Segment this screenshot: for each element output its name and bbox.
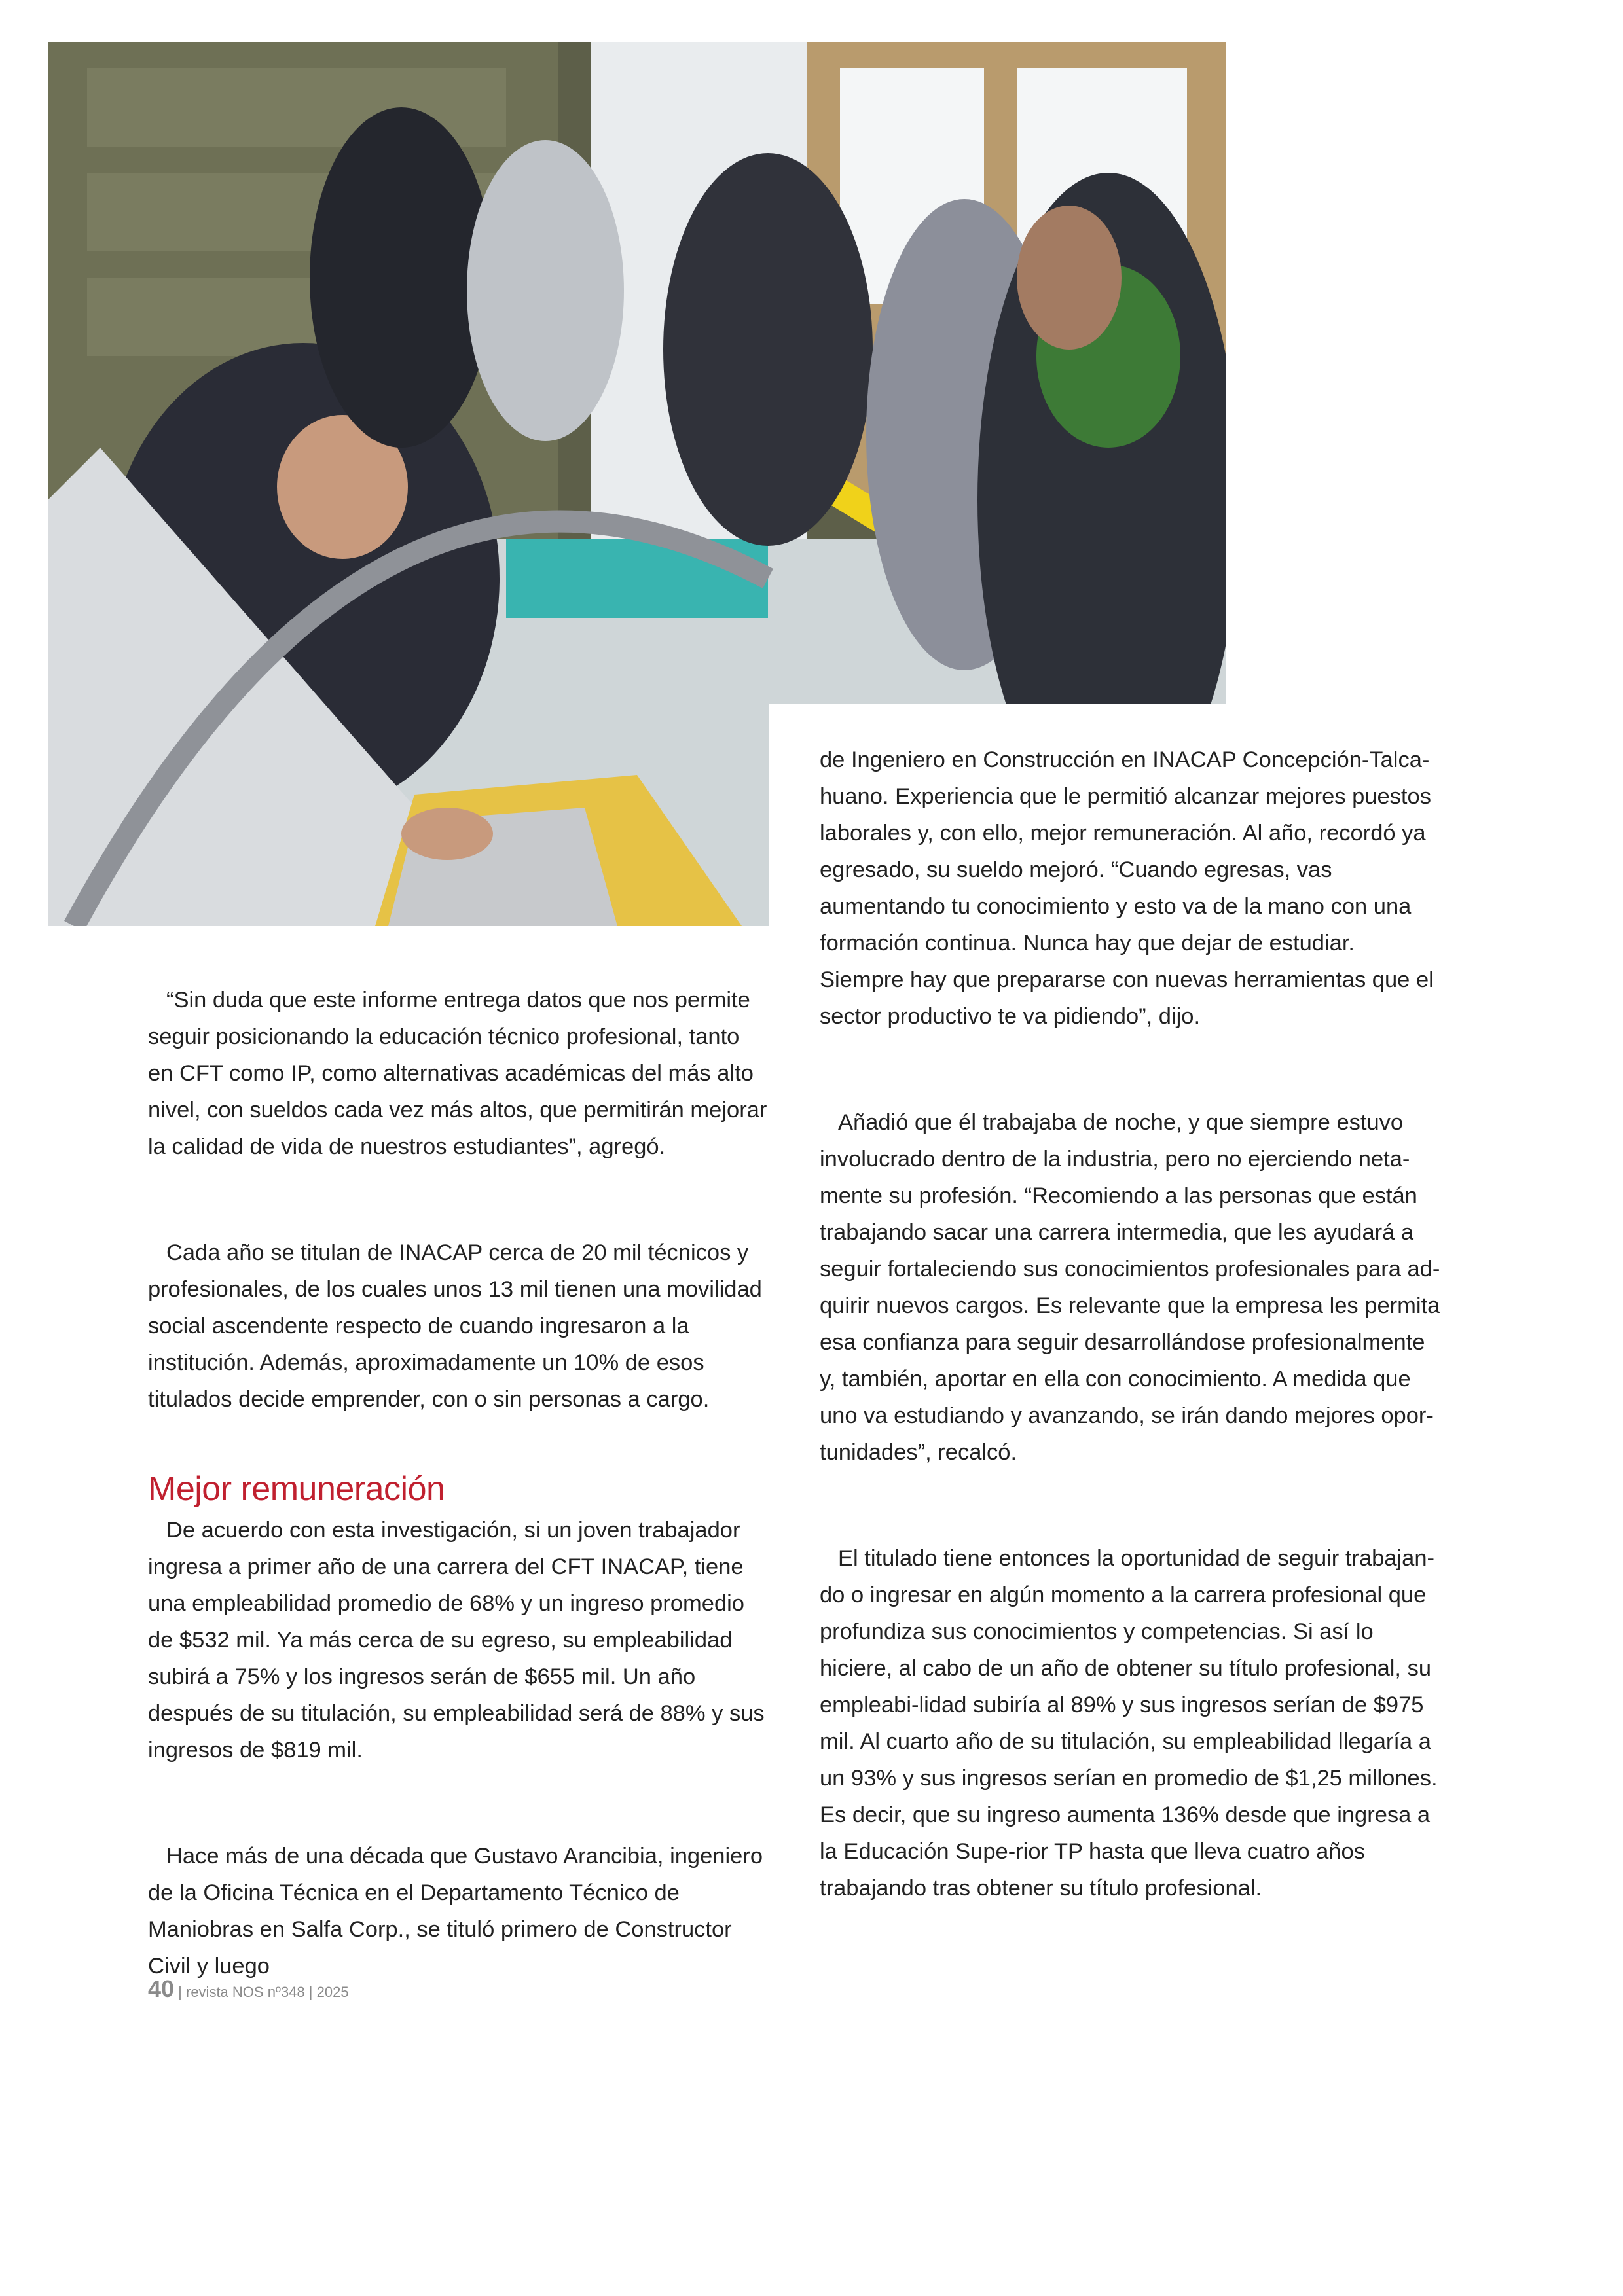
section-subheading: Mejor remuneración <box>148 1470 445 1508</box>
arancibia-paragraph: Hace más de una década que Gustavo Arancibia, ingeniero de la Oficina Técnica en el Departamento Técnico de Maniobras en Salfa Corp., se tituló primero de Constructor Civil y luego <box>148 1844 763 1979</box>
left-column <box>148 982 770 1984</box>
remuneration-paragraph: De acuerdo con esta investigación, si un joven trabajador ingresa a primer año de una carrera del CFT INACAP, tiene una empleabilidad promedio de 68% y un ingreso promedio de $532 mil. Ya más cerca de su egreso, su empleabilidad subirá a 75% y los ingresos serán de $655 mil. Un año después de su titulación, su empleabilidad será de 88% y sus ingresos de $819 mil. <box>148 1518 765 1763</box>
page-number: 40 <box>148 1975 175 2002</box>
page-footer <box>148 1975 349 2003</box>
night-paragraph: Añadió que él trabajaba de noche, y que siempre estuvo involucrado dentro de la industria, pero no ejerciendo neta-mente su profesión. “Recomiendo a las personas que están trabajando sacar una carrera intermedia, que les ayudará a seguir fortaleciendo sus conocimientos profesionales para ad-quirir nuevos cargos. Es relevante que la empresa les permita esa confianza para seguir desarrollándose profesionalmente y, también, aportar en ella con conocimiento. A medida que uno va estudiando y avanzando, se irán dando mejores opor-tunidades”, recalcó. <box>820 1110 1440 1465</box>
quote-paragraph: “Sin duda que este informe entrega datos que nos permite seguir posicionando la educación técnico profesional, tanto en CFT como IP, como alternativas académicas del más alto nivel, con sueldos cada vez más altos, que permitirán mejorar la calidad de vida de nuestros estudiantes”, agregó. <box>148 988 767 1159</box>
graduates-paragraph: Cada año se titulan de INACAP cerca de 20 mil técnicos y profesionales, de los cuales unos 13 mil tienen una movilidad social ascendente respecto de cuando ingresaron a la institución. Además, aproximadamente un 10% de esos titulados decide emprender, con o sin personas a cargo. <box>148 1240 762 1412</box>
right-column <box>820 742 1445 1907</box>
continued-paragraph: de Ingeniero en Construcción en INACAP Concepción-Talca-huano. Experiencia que le permitió alcanzar mejores puestos laborales y, con ello, mejor remuneración. Al año, recordó ya egresado, su sueldo mejoró. “Cuando egresas, vas aumentando tu conocimiento y esto va de la mano con una formación continua. Nunca hay que dejar de estudiar. Siempre hay que prepararse con nuevas herramientas que el sector productivo te va pidiendo”, dijo. <box>820 747 1434 1029</box>
titled-paragraph: El titulado tiene entonces la oportunidad de seguir trabajan-do o ingresar en algún momento a la carrera profesional que profundiza sus conocimientos y competencias. Si así lo hiciere, al cabo de un año de obtener su título profesional, su empleabi-lidad subiría al 89% y sus ingresos serían de $975 mil. Al cuarto año de su titulación, su empleabilidad llegaría a un 93% y sus ingresos serían en promedio de $1,25 millones. Es decir, que su ingreso aumenta 136% desde que ingresa a la Educación Supe-rior TP hasta que lleva cuatro años trabajando tras obtener su título profesional. <box>820 1546 1438 1901</box>
publication-info: | revista NOS nº348 | 2025 <box>178 1984 349 2000</box>
